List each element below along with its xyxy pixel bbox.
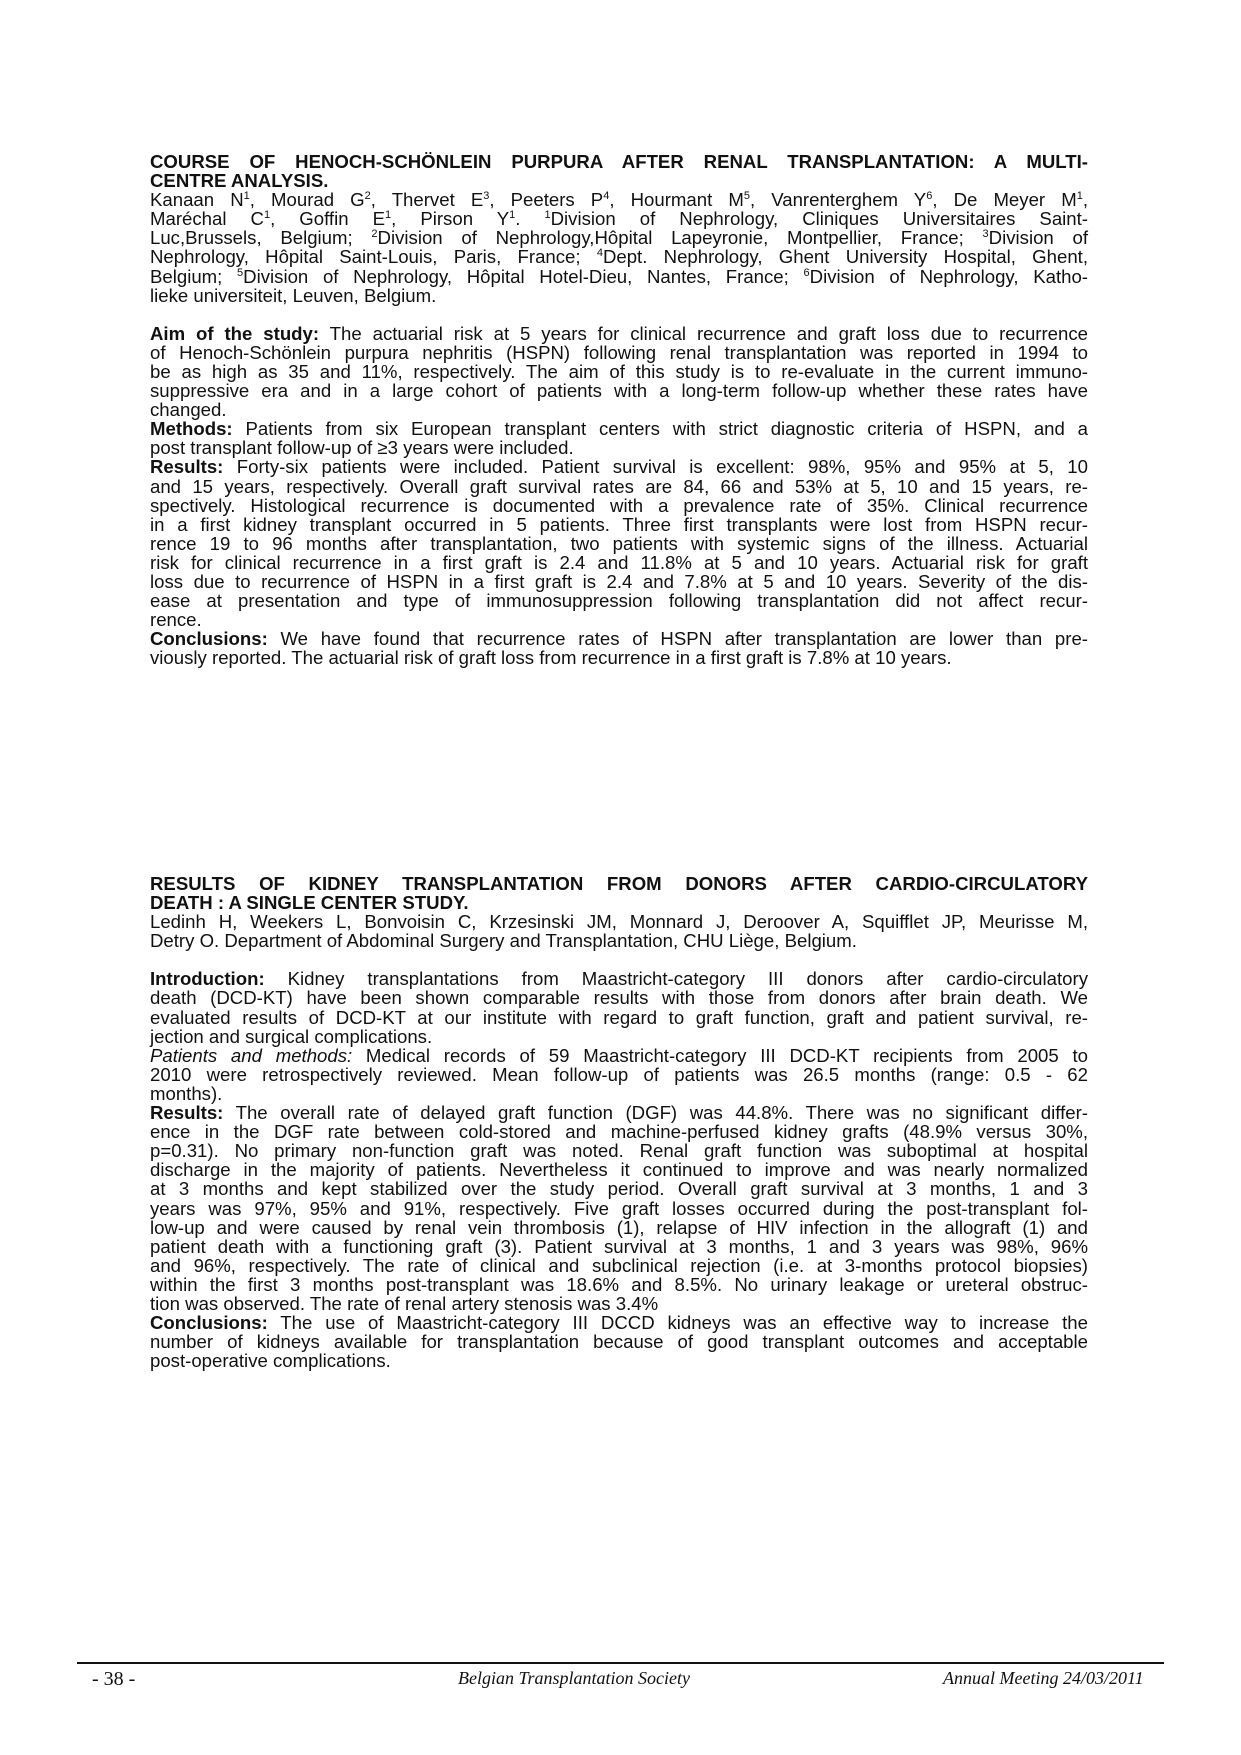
affiliation-superscript: 2 <box>371 228 378 241</box>
body-text: The actuarial risk at 5 years for clinical recurrence and graft loss due to recurrence <box>319 322 1088 344</box>
affiliation-line <box>150 247 1088 266</box>
footer-divider <box>77 1662 1164 1664</box>
section-label: Results: <box>150 1102 224 1124</box>
body-line: 2010 were retrospectively reviewed. Mean follow-up of patients was 26.5 months (range: 0.5 - 62 <box>150 1063 1088 1085</box>
author-name: Maréchal C <box>150 208 264 230</box>
affiliation-superscript: 5 <box>743 190 750 203</box>
body-line: discharge in the majority of patients. Nevertheless it continued to improve and was nearly normalized <box>150 1159 1088 1181</box>
body-line <box>150 969 1088 988</box>
affiliation-superscript: 5 <box>237 266 244 279</box>
author-name: , Goffin E <box>270 208 385 230</box>
title-line: DEATH : A SINGLE CENTER STUDY. <box>150 892 469 914</box>
author-name: . <box>515 208 545 230</box>
affiliation-text: Luc,Brussels, Belgium; <box>150 227 372 249</box>
author-name: , Pirson Y <box>391 208 510 230</box>
section-conclusions <box>150 1313 1088 1370</box>
affiliation-text: Division of Nephrology, Katho- <box>809 265 1088 287</box>
author-name: , Peeters P <box>489 189 604 211</box>
author-name: , Mourad G <box>249 189 365 211</box>
body-text: The use of Maastricht-category III DCCD kidneys was an effective way to increase the <box>267 1312 1088 1334</box>
body-line <box>150 1313 1088 1332</box>
affiliation-superscript: 1 <box>1076 190 1083 203</box>
body-line: post transplant follow-up of ≥3 years were included. <box>150 437 574 459</box>
affiliation-superscript: 3 <box>483 190 490 203</box>
body-line: suppressive era and in a large cohort of patients with a long-term follow-up whether these rates have <box>150 380 1088 402</box>
affiliation-text: Division of Nephrology, Cliniques Universitaires Saint- <box>550 208 1088 230</box>
affiliation-superscript: 1 <box>509 209 516 222</box>
abstract-hsp-renal-transplant <box>150 152 1088 667</box>
body-line: within the first 3 months post-transplant was 18.6% and 8.5%. No urinary leakage or ureteral obstruc- <box>150 1273 1088 1295</box>
body-line <box>150 1103 1088 1122</box>
title-line: COURSE OF HENOCH-SCHÖNLEIN PURPURA AFTER RENAL TRANSPLANTATION: A MULTI- <box>150 151 1088 172</box>
body-line: p=0.31). No primary non-function graft was noted. Renal graft function was suboptimal at hospital <box>150 1140 1088 1162</box>
body-line: years was 97%, 95% and 91%, respectively. Five graft losses occurred during the post-transplant fol- <box>150 1197 1088 1219</box>
body-line: patient death with a functioning graft (3). Patient survival at 3 months, 1 and 3 years was 98%, 96% <box>150 1235 1088 1257</box>
body-text: Medical records of 59 Maastricht-category III DCD-KT recipients from 2005 to <box>352 1044 1088 1066</box>
affiliation-text: Division of Nephrology, Hôpital Hotel-Dieu, Nantes, France; <box>243 265 804 287</box>
affiliation-text: Belgium; <box>150 265 238 287</box>
affiliation-superscript: 4 <box>603 190 610 203</box>
body-line <box>150 457 1088 476</box>
body-line: rence 19 to 96 months after transplantation, two patients with systemic signs of the illness. Actuarial <box>150 532 1088 554</box>
footer-meeting-date: Annual Meeting 24/03/2011 <box>943 1668 1144 1688</box>
author-list <box>150 190 1088 305</box>
author-name: , Vanrenterghem Y <box>749 189 927 211</box>
page-number: - 38 - <box>92 1668 136 1690</box>
affiliation-text: Division of Nephrology,Hôpital Lapeyronie, Montpellier, France; <box>377 227 983 249</box>
author-name: Kanaan N <box>150 189 244 211</box>
author-name: , De Meyer M <box>932 189 1077 211</box>
body-line: spectively. Histological recurrence is documented with a prevalence rate of 35%. Clinical recurrence <box>150 494 1088 516</box>
affiliation-line: lieke universiteit, Leuven, Belgium. <box>150 284 437 306</box>
abstract-title <box>150 152 1088 190</box>
section-methods <box>150 419 1088 457</box>
affiliation-superscript: 1 <box>263 209 271 222</box>
body-text: Patients from six European transplant centers with strict diagnostic criteria of HSPN, and a <box>232 418 1088 440</box>
section-label: Patients and methods: <box>150 1044 353 1066</box>
body-line: of Henoch-Schönlein purpura nephritis (HSPN) following renal transplantation was reported in 1994 to <box>150 341 1088 363</box>
body-line <box>150 419 1088 438</box>
affiliation-superscript: 3 <box>982 228 989 241</box>
body-line: and 15 years, respectively. Overall graft survival rates are 84, 66 and 53% at 5, 10 and 15 years, re- <box>150 475 1088 497</box>
body-line: in a first kidney transplant occurred in 5 patients. Three first transplants were lost from HSPN recur- <box>150 513 1088 535</box>
section-label: Introduction: <box>150 968 265 990</box>
body-line: number of kidneys available for transplantation because of good transplant outcomes and acceptable <box>150 1331 1088 1353</box>
body-line: and 96%, respectively. The rate of clinical and subclinical rejection (i.e. at 3-months protocol biopsies) <box>150 1254 1088 1276</box>
body-text: The overall rate of delayed graft function (DGF) was 44.8%. There was no significant differ- <box>223 1102 1088 1124</box>
author-line: Ledinh H, Weekers L, Bonvoisin C, Krzesinski JM, Monnard J, Deroover A, Squifflet JP, Meurisse M, <box>150 911 1088 933</box>
body-line: viously reported. The actuarial risk of graft loss from recurrence in a first graft is 7.8% at 10 years. <box>150 647 952 669</box>
author-list <box>150 912 1088 950</box>
section-results <box>150 1103 1088 1313</box>
title-line: CENTRE ANALYSIS. <box>150 170 329 192</box>
abstract-dcd-kidney-transplant <box>150 874 1088 1370</box>
body-line: death (DCD-KT) have been shown comparable results with those from donors after brain death. We <box>150 987 1088 1009</box>
body-text: We have found that recurrence rates of HSPN after transplantation are lower than pre- <box>267 628 1088 650</box>
body-line <box>150 324 1088 343</box>
affiliation-superscript: 6 <box>926 190 933 203</box>
body-line <box>150 1046 1088 1065</box>
section-label: Aim of the study: <box>150 322 320 344</box>
body-line: changed. <box>150 399 227 421</box>
section-label: Conclusions: <box>150 1312 268 1334</box>
body-line: low-up and were caused by renal vein thrombosis (1), relapse of HIV infection in the allograft (1) and <box>150 1216 1088 1238</box>
affiliation-superscript: 2 <box>364 190 371 203</box>
section-patients-methods <box>150 1046 1088 1103</box>
body-line: evaluated results of DCD-KT at our institute with regard to graft function, graft and patient survival, re- <box>150 1006 1088 1028</box>
body-line: be as high as 35 and 11%, respectively. The aim of this study is to re-evaluate in the current immuno- <box>150 360 1088 382</box>
body-line: post-operative complications. <box>150 1350 391 1372</box>
affiliation-line: Detry O. Department of Abdominal Surgery and Transplantation, CHU Liège, Belgium. <box>150 930 857 952</box>
body-line: ence in the DGF rate between cold-stored and machine-perfused kidney grafts (48.9% versus 30%, <box>150 1121 1088 1143</box>
body-line: loss due to recurrence of HSPN in a first graft is 2.4 and 7.8% at 5 and 10 years. Severity of the dis- <box>150 570 1088 592</box>
author-name: , <box>1082 189 1088 211</box>
body-line <box>150 629 1088 648</box>
author-name: , Thervet E <box>370 189 484 211</box>
affiliation-superscript: 4 <box>596 247 603 260</box>
section-label: Results: <box>150 456 224 478</box>
section-label: Methods: <box>150 418 233 440</box>
affiliation-text: Division of <box>988 227 1089 249</box>
body-line: rence. <box>150 609 202 631</box>
affiliation-superscript: 6 <box>803 266 810 279</box>
footer-society: Belgian Transplantation Society <box>458 1668 690 1688</box>
body-line: risk for clinical recurrence in a first graft is 2.4 and 11.8% at 5 and 10 years. Actuarial risk for graft <box>150 551 1088 573</box>
affiliation-superscript: 1 <box>385 209 392 222</box>
section-label: Conclusions: <box>150 628 268 650</box>
title-line: RESULTS OF KIDNEY TRANSPLANTATION FROM DONORS AFTER CARDIO-CIRCULATORY <box>150 873 1088 894</box>
section-introduction <box>150 969 1088 1045</box>
body-line: ease at presentation and type of immunosuppression following transplantation did not affect recur- <box>150 590 1088 612</box>
section-results <box>150 457 1088 629</box>
section-aim <box>150 324 1088 419</box>
body-line: jection and surgical complications. <box>150 1025 433 1047</box>
body-line: months). <box>150 1082 223 1104</box>
author-line <box>150 209 1088 228</box>
body-text: Kidney transplantations from Maastricht-category III donors after cardio-circulatory <box>264 968 1088 990</box>
body-line: at 3 months and kept stabilized over the study period. Overall graft survival at 3 months, 1 and 3 <box>150 1178 1088 1200</box>
body-text: Forty-six patients were included. Patient survival is excellent: 98%, 95% and 95% at 5, 10 <box>223 456 1088 478</box>
section-conclusions <box>150 629 1088 667</box>
affiliation-superscript: 1 <box>544 209 551 222</box>
affiliation-superscript: 1 <box>243 190 250 203</box>
affiliation-text: Dept. Nephrology, Ghent University Hospital, Ghent, <box>602 246 1088 268</box>
author-name: , Hourmant M <box>609 189 744 211</box>
affiliation-line <box>150 228 1088 247</box>
author-line <box>150 190 1088 209</box>
affiliation-text: Nephrology, Hôpital Saint-Louis, Paris, France; <box>150 246 597 268</box>
affiliation-line <box>150 267 1088 286</box>
abstract-title <box>150 874 1088 912</box>
body-line: tion was observed. The rate of renal artery stenosis was 3.4% <box>150 1292 659 1314</box>
